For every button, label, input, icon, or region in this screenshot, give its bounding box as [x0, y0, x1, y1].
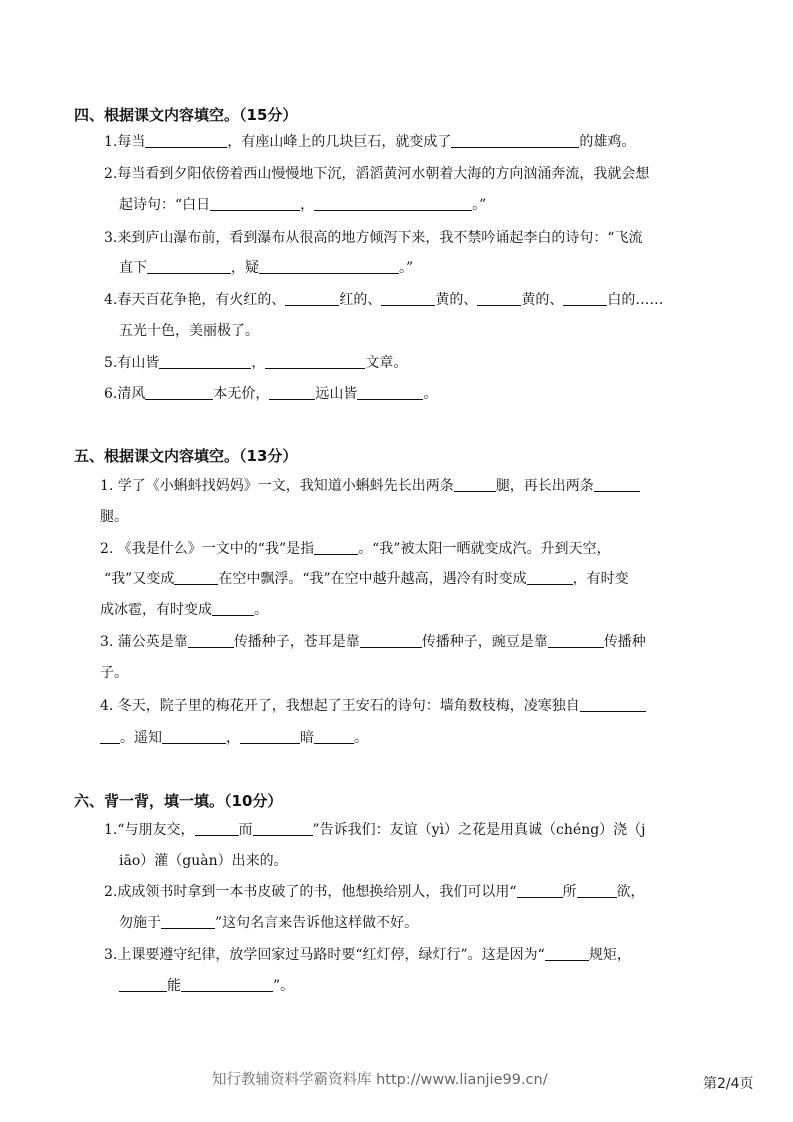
s5-q3-line1: 3. 蒲公英是靠 传播种子，苍耳是靠 传播种子，豌豆是靠 传播种: [100, 634, 646, 650]
answer-blank[interactable]: [517, 883, 563, 898]
answer-blank[interactable]: [527, 570, 573, 585]
s4-q6: 6.清风 本无价， 远山皆 。: [104, 386, 438, 402]
answer-blank[interactable]: [119, 977, 167, 992]
s4-q3-line2: 直下 ，疑 。”: [119, 260, 414, 276]
s6-q1-line2: iāo）灌（guàn）出来的。: [119, 853, 288, 869]
section5-heading: 五、根据课文内容填空。（13分）: [74, 447, 298, 465]
s6-q3-line1: 3.上课要遵守纪律，放学回家过马路时要“红灯停，绿灯行”。这是因为“ 规矩，: [104, 947, 631, 963]
s5-q1-line2: 腿。: [100, 509, 128, 525]
answer-blank[interactable]: [212, 601, 254, 616]
s6-q2-line2: 勿施于 ”这句名言来告诉他这样做不好。: [119, 915, 419, 931]
s5-q4-line2: 。遥知 ， 暗 。: [100, 728, 368, 748]
s5-q3-line2: 子。: [100, 665, 128, 681]
answer-blank[interactable]: [188, 633, 234, 648]
answer-blank[interactable]: [162, 729, 226, 744]
answer-blank[interactable]: [269, 385, 315, 400]
answer-blank[interactable]: [577, 883, 617, 898]
answer-blank[interactable]: [210, 196, 300, 211]
s5-q2-line1: 2. 《我是什么》一文中的“我”是指 。“我”被太阳一晒就变成汽。升到天空，: [100, 541, 611, 557]
page-number: 第2/4页: [703, 1076, 754, 1092]
answer-blank[interactable]: [357, 385, 423, 400]
answer-blank[interactable]: [181, 977, 273, 992]
answer-blank[interactable]: [381, 291, 435, 306]
answer-blank[interactable]: [259, 259, 399, 274]
s5-q4-line1: 4. 冬天，院子里的梅花开了，我想起了王安石的诗句：墙角数枝梅，凌寒独自: [100, 696, 646, 716]
footer-source: 知行教辅资料学霸资料库 http://www.lianjie99.cn/: [212, 1072, 548, 1088]
answer-blank[interactable]: [145, 133, 227, 148]
answer-blank[interactable]: [454, 477, 496, 492]
section6-heading: 六、背一背，填一填。（10分）: [74, 792, 283, 810]
answer-blank[interactable]: [314, 729, 354, 744]
s4-q4-line2: 五光十色，美丽极了。: [119, 323, 259, 339]
answer-blank[interactable]: [545, 946, 589, 961]
answer-blank[interactable]: [314, 196, 472, 211]
s5-q1-line1: 1. 学了《小蝌蚪找妈妈》一文，我知道小蝌蚪先长出两条 腿，再长出两条: [100, 476, 640, 496]
s6-q3-line2: 能 ”。: [119, 976, 294, 996]
answer-blank[interactable]: [195, 821, 239, 836]
s4-q4-line1: 4.春天百花争艳，有火红的、 红的、 黄的、 黄的、 白的……: [104, 292, 664, 308]
s5-q2-line2: “我”又变成 在空中飘浮。“我”在空中越升越高，遇冷有时变成 ，有时变: [104, 571, 629, 587]
answer-blank[interactable]: [477, 291, 521, 306]
answer-blank[interactable]: [594, 477, 640, 492]
section4-heading: 四、根据课文内容填空。（15分）: [74, 106, 298, 124]
answer-blank[interactable]: [285, 291, 339, 306]
s4-q3-line1: 3.来到庐山瀑布前，看到瀑布从很高的地方倾泻下来，我不禁吟诵起李白的诗句：“飞流: [104, 230, 643, 246]
answer-blank[interactable]: [360, 633, 422, 648]
answer-blank[interactable]: [145, 385, 213, 400]
s6-q2-line1: 2.成成领书时拿到一本书皮破了的书，他想换给别人，我们可以用“ 所 欲，: [104, 884, 645, 900]
s4-q2-line1: 2.每当看到夕阳依傍着西山慢慢地下沉，滔滔黄河水朝着大海的方向汹涌奔流，我就会想: [104, 166, 650, 182]
s4-q2-line2: 起诗句：“白日 ， 。”: [119, 197, 487, 213]
s6-q1-line1: 1.“与朋友交， 而 ”告诉我们：友谊（yì）之花是用真诚（chéng）浇（j: [104, 822, 646, 838]
answer-blank[interactable]: [265, 354, 365, 369]
answer-blank[interactable]: [314, 540, 358, 555]
answer-blank[interactable]: [159, 354, 251, 369]
answer-blank[interactable]: [253, 821, 313, 836]
answer-blank[interactable]: [451, 133, 579, 148]
answer-blank[interactable]: [161, 914, 215, 929]
answer-blank[interactable]: [548, 633, 604, 648]
answer-blank[interactable]: [147, 259, 231, 274]
answer-blank[interactable]: [100, 729, 120, 744]
answer-blank[interactable]: [240, 729, 300, 744]
answer-blank[interactable]: [174, 570, 218, 585]
s4-q1: 1.每当 ，有座山峰上的几块巨石，就变成了 的雄鸡。: [104, 134, 636, 150]
s4-q5: 5.有山皆 ， 文章。: [104, 355, 408, 371]
answer-blank[interactable]: [563, 291, 607, 306]
answer-blank[interactable]: [580, 697, 646, 712]
s5-q2-line3: 成冰雹，有时变成 。: [100, 602, 268, 618]
